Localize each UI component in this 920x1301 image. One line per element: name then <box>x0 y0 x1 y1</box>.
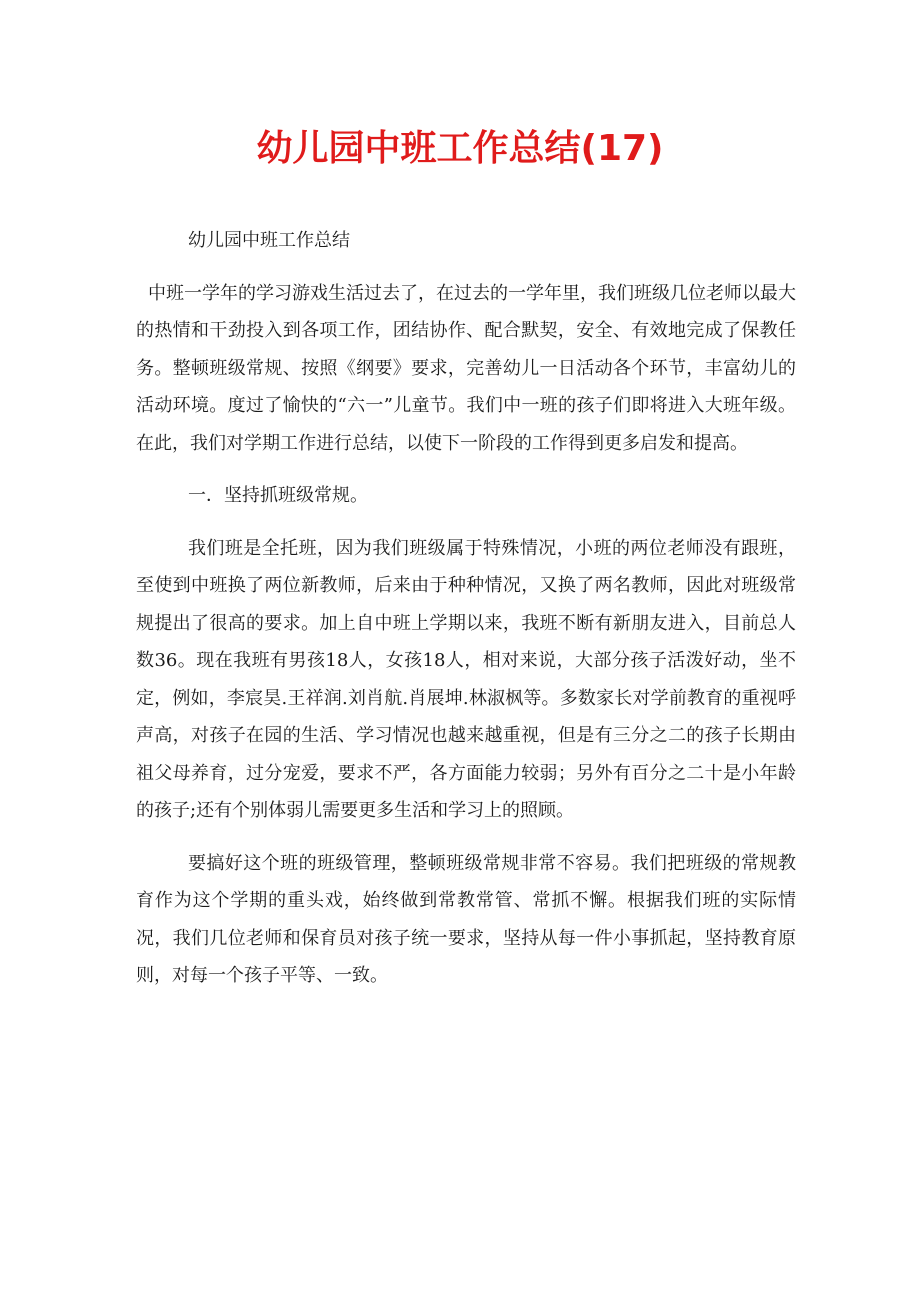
document-title: 幼儿园中班工作总结(17) <box>256 128 664 169</box>
section-heading: 一．坚持抓班级常规。 <box>188 485 368 506</box>
section-paragraph-2: 要搞好这个班的班级管理，整顿班级常规非常不容易。我们把班级的常规教育作为这个学期的重头戏，始终做到常教常管、常抓不懈。根据我们班的实际情况，我们几位老师和保育员对孩子统一要求，坚持从每一件小事抓起，坚持教育原则，对每一个孩子平等、一致。 <box>136 852 796 986</box>
section-paragraph-1: 我们班是全托班，因为我们班级属于特殊情况，小班的两位老师没有跟班，至使到中班换了两位新教师，后来由于种种情况，又换了两名教师，因此对班级常规提出了很高的要求。加上自中班上学期以来，我班不断有新朋友进入，目前总人数36。现在我班有男孩18人，女孩18人，相对来说，大部分孩子活泼好动，坐不定，例如，李宸昊.王祥润.刘肖航.肖展坤.林淑枫等。多数家长对学前教育的重视呼声高，对孩子在园的生活、学习情况也越来越重视，但是有三分之二的孩子长期由祖父母养育，过分宠爱，要求不严，各方面能力较弱；另外有百分之二十是小年龄的孩子;还有个别体弱儿需要更多生活和学习上的照顾。 <box>136 537 796 821</box>
intro-paragraph: 中班一学年的学习游戏生活过去了，在过去的一学年里，我们班级几位老师以最大的热情和干劲投入到各项工作，团结协作、配合默契，安全、有效地完成了保教任务。整顿班级常规、按照《纲要》要求，完善幼儿一日活动各个环节，丰富幼儿的活动环境。度过了愉快的“六一”儿童节。我们中一班的孩子们即将进入大班年级。在此，我们对学期工作进行总结，以使下一阶段的工作得到更多启发和提高。 <box>136 282 796 454</box>
document-body <box>136 222 796 1010</box>
document-subtitle: 幼儿园中班工作总结 <box>188 230 350 251</box>
